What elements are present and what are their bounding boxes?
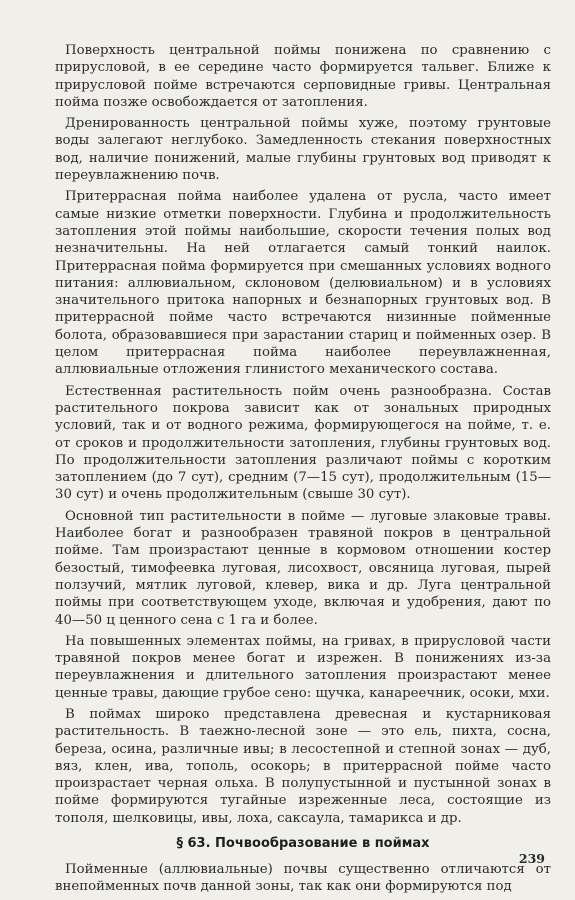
paragraph-terrace-floodplain: Притеррасная пойма наиболее удалена от русла, часто имеет самые низкие отметки поверхности. Глубина и продолжительность затопления этой поймы наибольшие, скорости течения полых вод незначительны. На ней отлагается самый тонкий наилок. Притеррасная пойма формируется при смешанных условиях водного питания: аллювиальном, склоновом (делювиальном) и в условиях значительного притока напорных и безнапорных грунтовых вод. В притеррасной пойме часто встречаются низинные пойменные болота, образовавшиеся при зарастании стариц и пойменных озер. В целом притеррасная пойма наиболее переувлажненная, аллювиальные отложения глинистого механического состава. <box>55 189 551 378</box>
paragraph-central-floodplain-drainage: Дренированность центральной поймы хуже, поэтому грунтовые воды залегают неглубоко. Замедленность стекания поверхностных вод, наличие понижений, малые глубины грунтовых вод приводят к переувлажнению почв. <box>55 116 551 184</box>
paragraph-meadow-grasses: Основной тип растительности в пойме — луговые злаковые травы. Наиболее богат и разнообразен травяной покров в центральной пойме. Там произрастают ценные в кормовом отношении костер безостый, тимофеевка луговая, лисохвост, овсяница луговая, пырей ползучий, мятлик луговой, клевер, вика и др. Луга центральной поймы при соответствующем уходе, включая и удобрения, дают по 40—50 ц ценного сена с 1 га и более. <box>55 508 551 628</box>
paragraph-natural-vegetation: Естественная растительность пойм очень разнообразна. Состав растительного покрова зависит как от зональных природных условий, так и от водного режима, формирующегося на пойме, т. е. от сроков и продолжительности затопления, глубины грунтовых вод. По продолжительности затопления различают поймы с коротким затоплением (до 7 сут), средним (7—15 сут), продолжительным (15—30 сут) и очень продолжительным (свыше 30 сут). <box>55 383 551 503</box>
section-heading: § 63. Почвообразование в поймах <box>176 836 430 852</box>
paragraph-alluvial-soils: Пойменные (аллювиальные) почвы существенно отличаются от внепойменных почв данной зоны, так как они формируются под <box>55 862 551 895</box>
paragraph-woody-vegetation: В поймах широко представлена древесная и кустарниковая растительность. В таежно-лесной зоне — это ель, пихта, сосна, береза, осина, различные ивы; в лесостепной и степной зонах — дуб, вяз, клен, ива, тополь, осокорь; в притеррасной пойме часто произрастает черная ольха. В полупустынной и пустынной зонах в пойме формируются тугайные изреженные леса, состоящие из тополя, шелковицы, ивы, лоха, саксаула, тамарикса и др. <box>55 706 551 826</box>
paragraph-elevated-elements: На повышенных элементах поймы, на гривах, в прирусловой части травяной покров менее богат и изрежен. В понижениях из-за переувлажнения и длительного затопления произрастают менее ценные травы, дающие грубое сено: щучка, канареечник, осоки, мхи. <box>55 633 551 701</box>
page-number: 239 <box>518 851 545 866</box>
paragraph-central-floodplain-surface: Поверхность центральной поймы понижена по сравнению с прирусловой, в ее середине часто формируется тальвег. Ближе к прирусловой пойме встречаются серповидные гривы. Центральная пойма позже освобождается от затопления. <box>55 43 551 110</box>
